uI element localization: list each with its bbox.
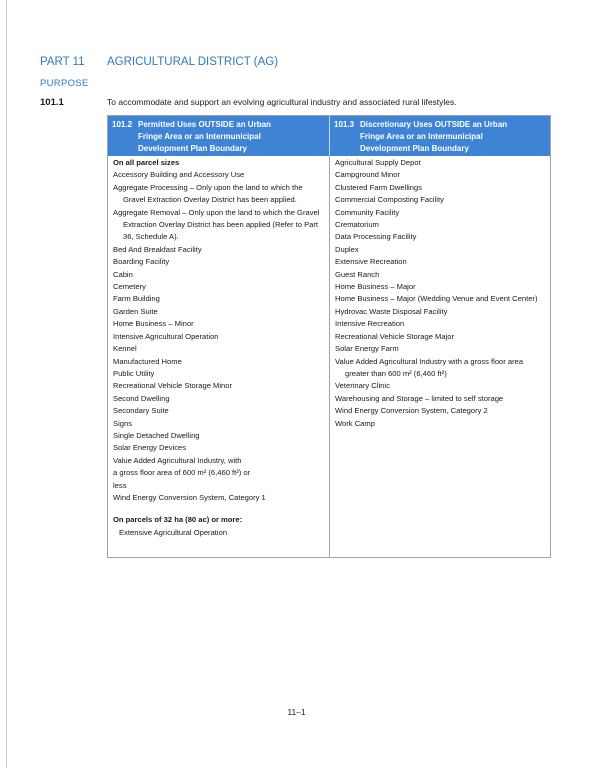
list-item: Garden Suite (113, 306, 158, 316)
list-item: Veterinary Clinic (335, 381, 390, 391)
permitted-uses-heading (108, 116, 329, 156)
heading-line: Development Plan Boundary (138, 144, 247, 153)
list-item: Agricultural Supply Depot (335, 158, 421, 167)
list-item: Home Business – Minor (113, 319, 194, 329)
table-header (108, 116, 550, 156)
list-item: Value Added Agricultural Industry with a gross floor area greater than 600 m² (6,460 ft²) (335, 356, 524, 378)
discretionary-uses-column (329, 156, 550, 557)
list-item: Crematorium (335, 220, 379, 230)
list-item: Community Facility (335, 207, 400, 217)
page-edge (6, 0, 7, 768)
part-label: PART 11 (40, 56, 85, 68)
list-item: Secondary Suite (113, 406, 169, 416)
list-item: Recreational Vehicle Storage Major (335, 331, 455, 341)
section-text: To accommodate and support an evolving agricultural industry and associated rural lifestyles. (107, 97, 457, 107)
part-title: AGRICULTURAL DISTRICT (AG) (107, 56, 279, 68)
section-101-1 (40, 97, 540, 108)
heading-line: Development Plan Boundary (360, 144, 469, 153)
list-item: Extensive Agricultural Operation (119, 527, 228, 537)
list-item: Value Added Agricultural Industry, with (113, 455, 242, 465)
list-item: Clustered Farm Dwellings (335, 182, 422, 192)
list-item: Guest Ranch (335, 269, 380, 279)
permitted-list (113, 169, 324, 504)
uses-table (107, 115, 551, 558)
page-number: 11–1 (287, 707, 306, 717)
subheading: On parcels of 32 ha (80 ac) or more: (113, 515, 243, 525)
spacer (113, 504, 324, 514)
list-item: Cabin (113, 269, 133, 279)
heading-line: Fringe Area or an Intermunicipal (360, 132, 483, 141)
list-item: Signs (113, 418, 132, 428)
list-item: Intensive Recreation (335, 319, 405, 329)
list-item: Warehousing and Storage – limited to self storage (335, 393, 504, 403)
subheading: On all parcel sizes (113, 158, 180, 167)
heading-line: Fringe Area or an Intermunicipal (138, 132, 261, 141)
table-body (108, 156, 550, 557)
list-item: Wind Energy Conversion System, Category 1 (113, 492, 266, 502)
part-header (40, 56, 278, 68)
list-item: Campground Minor (335, 170, 400, 180)
list-item: Home Business – Major (Wedding Venue and Event Center) (335, 294, 538, 304)
list-item: Second Dwelling (113, 393, 170, 403)
list-item: Commercial Composting Facility (335, 195, 444, 205)
list-item: Accessory Building and Accessory Use (113, 170, 245, 180)
permitted-uses-column (108, 156, 329, 557)
list-item: a gross floor area of 600 m² (6,460 ft²) or (113, 468, 251, 478)
heading-line: Discretionary Uses OUTSIDE an Urban (360, 120, 508, 129)
purpose-heading: PURPOSE (40, 78, 89, 89)
section-number: 101.1 (40, 97, 64, 108)
heading-line: Permitted Uses OUTSIDE an Urban (138, 120, 271, 129)
list-item: Recreational Vehicle Storage Minor (113, 381, 233, 391)
list-item: Single Detached Dwelling (113, 430, 200, 440)
list-item: Public Utility (113, 368, 155, 378)
list-item: Boarding Facility (113, 257, 170, 267)
list-item: Intensive Agricultural Operation (113, 331, 219, 341)
heading-number: 101.3 (334, 120, 355, 129)
list-item: Aggregate Processing – Only upon the land to which the Gravel Extraction Overlay District has been applied. (113, 182, 303, 205)
list-item: Hydrovac Waste Disposal Facility (335, 306, 448, 316)
list-item: Duplex (335, 244, 359, 254)
list-item: Work Camp (335, 418, 375, 428)
discretionary-uses-heading (329, 116, 550, 156)
list-item: Cemetery (113, 282, 146, 292)
list-item: Manufactured Home (113, 356, 182, 366)
heading-number: 101.2 (112, 120, 133, 129)
list-item: Data Processing Facility (335, 232, 417, 242)
list-item: less (113, 480, 127, 490)
list-item: Bed And Breakfast Facility (113, 244, 202, 254)
list-item: Wind Energy Conversion System, Category 2 (335, 406, 488, 416)
list-item: Aggregate Removal – Only upon the land to which the Gravel Extraction Overlay District has been applied (Refer to Part 36, Schedule A). (113, 207, 320, 242)
list-item: Kennel (113, 344, 137, 354)
list-item: Farm Building (113, 294, 160, 304)
list-item: Home Business – Major (335, 282, 416, 292)
list-item: Extensive Recreation (335, 257, 407, 267)
list-item: Solar Energy Devices (113, 443, 187, 453)
list-item: Solar Energy Farm (335, 344, 399, 354)
